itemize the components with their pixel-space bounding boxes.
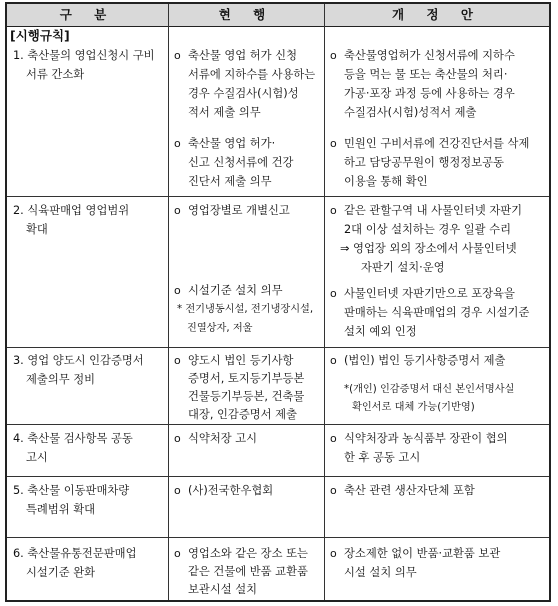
row3-revised-note-line1: *(개인) 인감증명서 대신 본인서명사실 — [344, 384, 515, 395]
row5-label-line1: 5. 축산물 이동판매차량 — [13, 484, 130, 497]
header-current: 현 행 — [218, 7, 275, 22]
row-divider — [7, 424, 549, 425]
header-revised: 개 정 안 — [392, 7, 482, 22]
row-divider — [7, 476, 549, 477]
bullet: o — [330, 432, 337, 445]
row2-label-line1: 2. 식육판매업 영업범위 — [13, 204, 130, 217]
bullet: o — [330, 547, 337, 560]
row4-label-line2: 고시 — [26, 451, 48, 464]
row6-revised-line2: 시설 설치 의무 — [344, 566, 417, 579]
row6-label-line2: 시설기준 완화 — [26, 566, 96, 579]
row2-revised-b-line1: 사물인터넷 자판기만으로 포장육을 — [344, 287, 515, 300]
row1-current-a-line1: 축산물 영업 허가 신청 — [188, 49, 297, 62]
row1-revised-b-line1: 민원인 구비서류에 건강진단서를 삭제 — [344, 137, 530, 150]
row2-revised-b-line3: 설치 예외 인정 — [344, 325, 417, 338]
row-divider — [7, 196, 549, 197]
row3-revised-note-line2: 확인서로 대체 가능(기반영) — [352, 402, 475, 413]
bullet: o — [174, 49, 181, 62]
bullet: o — [174, 354, 181, 367]
row1-revised-a-line1: 축산물영업허가 신청서류에 지하수 — [344, 49, 515, 62]
bullet: o — [330, 484, 337, 497]
row3-current-line1: 양도시 법인 등기사항 — [188, 354, 294, 367]
row3-current-line4: 대장, 인감증명서 제출 — [188, 408, 297, 421]
row1-current-b-line3: 진단서 제출 의무 — [188, 175, 272, 188]
row5-label-line2: 특례범위 확대 — [26, 503, 96, 516]
bullet: o — [330, 49, 337, 62]
row1-current-b-line1: 축산물 영업 허가· — [188, 137, 276, 150]
row2-revised-arrow-line2: 자판기 설치·운영 — [361, 261, 445, 274]
column-divider — [168, 4, 169, 600]
row6-label-line1: 6. 축산물유통전문판매업 — [13, 547, 137, 560]
bullet: o — [330, 354, 337, 367]
row2-current-note-line1: * 전기냉동시설, 전기냉장시설, — [177, 304, 314, 315]
row1-revised-a-line4: 수질검사(시험)성적서 제출 — [344, 106, 477, 119]
row1-revised-b-line3: 이용을 통해 확인 — [344, 175, 428, 188]
row3-current-line2: 증명서, 토지등기부등본 — [188, 372, 305, 385]
column-divider — [324, 4, 325, 600]
row1-revised-a-line3: 가공·포장 과정 등에 사용하는 경우 — [344, 87, 515, 100]
bullet: o — [174, 284, 181, 297]
row4-label-line1: 4. 축산물 검사항목 공동 — [13, 432, 133, 445]
row1-label-line1: 1. 축산물의 영업신청시 구비 — [13, 49, 155, 62]
bullet: o — [174, 432, 181, 445]
row2-revised-a-line1: 같은 관할구역 내 사물인터넷 자판기 — [344, 204, 523, 217]
row6-current-line1: 영업소와 같은 장소 또는 — [188, 547, 308, 560]
section-title: [시행규칙] — [10, 28, 70, 43]
row1-revised-a-line2: 등을 먹는 물 또는 축산물의 처리· — [344, 68, 508, 81]
row2-label-line2: 확대 — [26, 223, 48, 236]
row2-revised-arrow-line1: ⇒ 영업장 외의 장소에서 사물인터넷 — [340, 242, 517, 255]
row6-current-line3: 보관시설 설치 — [188, 583, 258, 596]
bullet: o — [174, 204, 181, 217]
row3-label-line1: 3. 영업 양도시 인감증명서 — [13, 354, 144, 367]
row2-current-a: 영업장별로 개별신고 — [188, 204, 290, 217]
row2-revised-a-line2: 2대 이상 설치하는 경우 일괄 수리 — [344, 223, 512, 236]
row1-current-a-line4: 적서 제출 의무 — [188, 106, 261, 119]
row5-current: (사)전국한우협회 — [188, 484, 274, 497]
row1-current-a-line2: 서류에 지하수를 사용하는 — [188, 68, 316, 81]
row5-revised: 축산 관련 생산자단체 포함 — [344, 484, 475, 497]
bullet: o — [174, 547, 181, 560]
bullet: o — [174, 484, 181, 497]
row6-revised-line1: 장소제한 없이 반품·교환품 보관 — [344, 547, 501, 560]
row4-current: 식약처장 고시 — [188, 432, 258, 445]
header-category: 구 분 — [59, 7, 116, 22]
bullet: o — [330, 287, 337, 300]
row3-revised-a: (법인) 법인 등기사항증명서 제출 — [344, 354, 506, 367]
bullet: o — [174, 137, 181, 150]
bullet: o — [330, 137, 337, 150]
row3-label-line2: 제출의무 정비 — [26, 373, 96, 386]
row2-current-b: 시설기준 설치 의무 — [188, 284, 283, 297]
row3-current-line3: 건물등기부등본, 건축물 — [188, 390, 305, 403]
row-divider — [7, 347, 549, 348]
row2-current-note-line2: 진열상자, 저울 — [187, 323, 253, 334]
row1-current-a-line3: 경우 수질검사(시험)성 — [188, 87, 299, 100]
bullet: o — [330, 204, 337, 217]
row-divider — [7, 537, 549, 538]
row4-revised-line2: 한 후 공동 고시 — [344, 451, 421, 464]
row1-label-line2: 서류 간소화 — [26, 68, 85, 81]
row1-current-b-line2: 신고 신청서류에 건강 — [188, 156, 294, 169]
regulation-comparison-table — [5, 2, 551, 602]
row6-current-line2: 같은 건물에 반품 교환품 — [188, 565, 308, 578]
row2-revised-b-line2: 판매하는 식육판매업의 경우 시설기준 — [344, 306, 530, 319]
row4-revised-line1: 식약처장과 농식품부 장관이 협의 — [344, 432, 508, 445]
row1-revised-b-line2: 하고 담당공무원이 행정정보공동 — [344, 156, 504, 169]
